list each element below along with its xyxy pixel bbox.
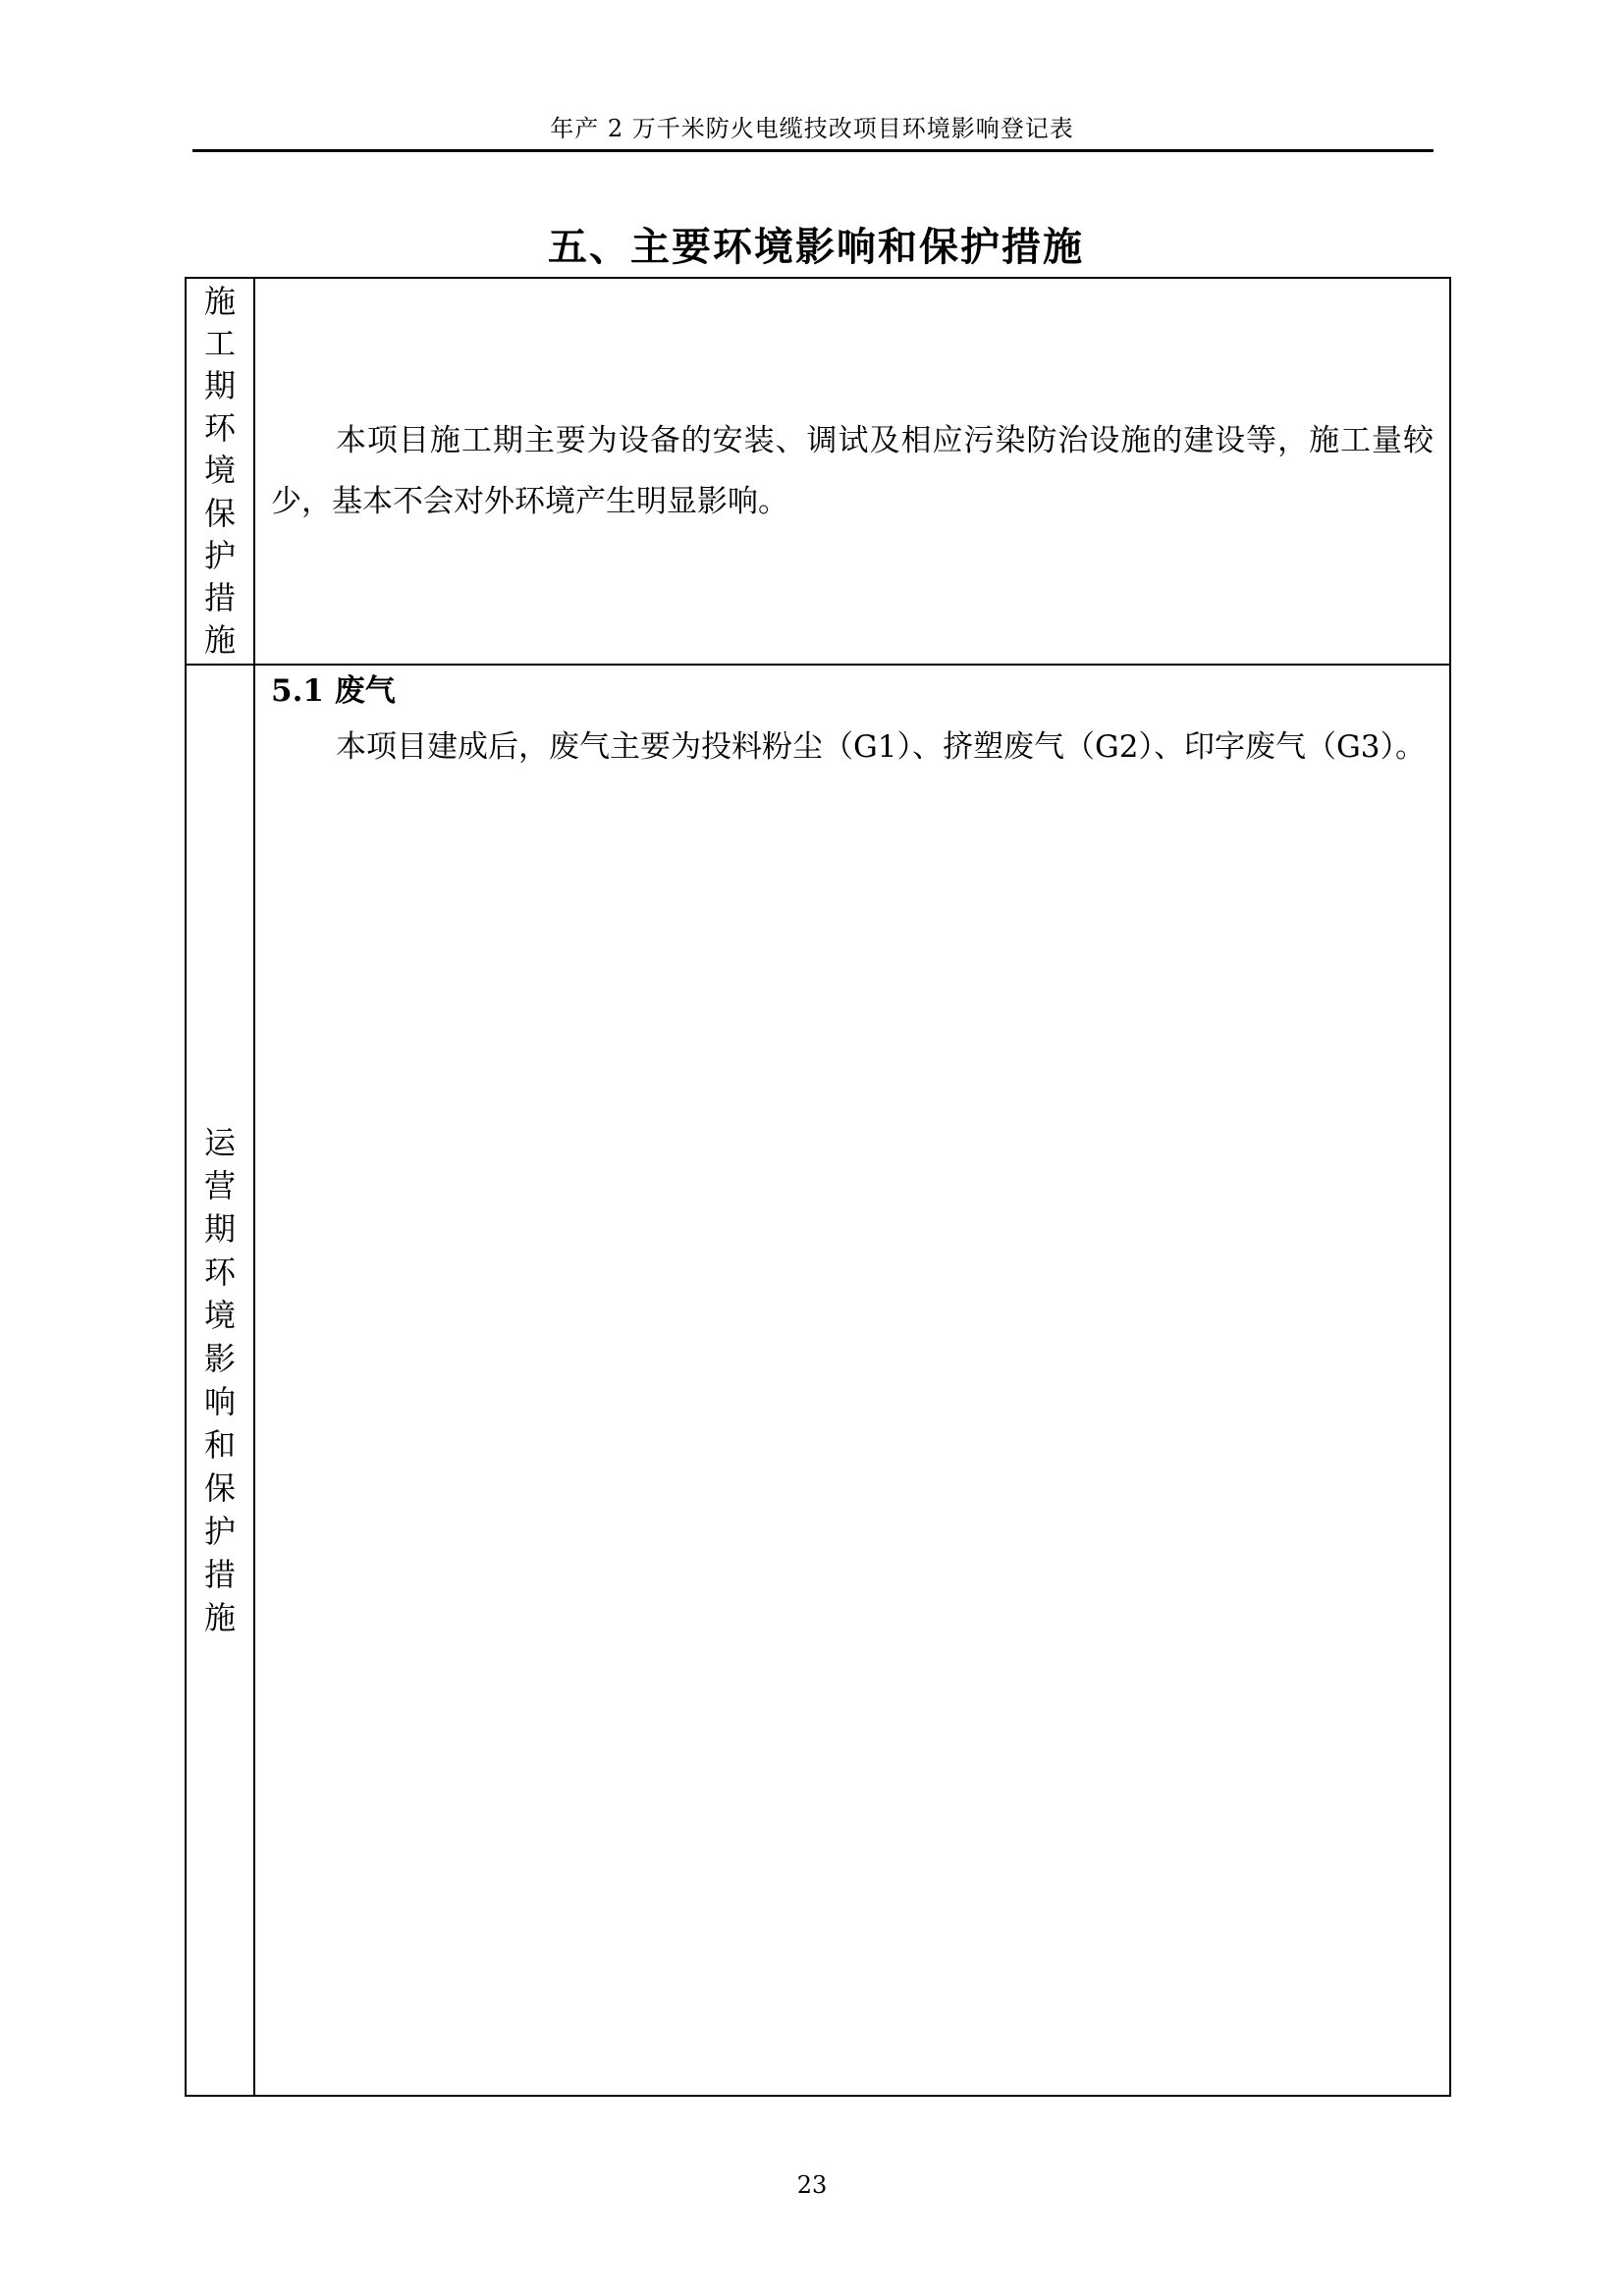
label-char: 境 <box>203 452 236 490</box>
label-char: 施 <box>203 621 236 660</box>
waste-gas-subheading: 5.1 废气 <box>271 673 396 709</box>
running-header: 年产 2 万千米防火电缆技改项目环境影响登记表 <box>550 115 1074 142</box>
label-char: 工 <box>203 324 236 362</box>
construction-label <box>187 279 253 664</box>
operation-label-cell <box>186 665 254 2096</box>
label-char: 营 <box>203 1167 236 1204</box>
label-char: 期 <box>203 1210 236 1248</box>
label-char: 响 <box>203 1383 236 1420</box>
waste-gas-paragraph: 本项目建成后，废气主要为投料粉尘（G1）、挤塑废气（G2）、印字废气（G3）。 <box>336 729 1426 765</box>
label-char: 保 <box>203 494 236 532</box>
label-char: 和 <box>203 1426 236 1464</box>
label-char: 期 <box>203 366 236 404</box>
construction-row <box>186 278 1450 665</box>
operation-label <box>187 666 253 2095</box>
section-title: 五、主要环境影响和保护措施 <box>548 224 1084 270</box>
label-char: 影 <box>203 1340 236 1377</box>
label-char: 措 <box>203 579 236 616</box>
construction-paragraph: 本项目施工期主要为设备的安装、调试及相应污染防治设施的建设等，施工量较少，基本不会对外环境产生明显影响。 <box>271 423 1434 519</box>
label-char: 环 <box>203 1254 236 1291</box>
label-char: 施 <box>203 282 236 320</box>
label-char: 施 <box>203 1599 236 1636</box>
label-char: 护 <box>203 1513 236 1550</box>
page-number: 23 <box>796 2171 828 2199</box>
label-char: 护 <box>203 536 236 574</box>
header-rule <box>192 149 1434 152</box>
label-char: 保 <box>203 1469 236 1507</box>
construction-label-cell <box>186 278 254 665</box>
label-char: 境 <box>203 1297 236 1334</box>
label-char: 措 <box>203 1556 236 1593</box>
measures-table <box>185 277 1451 2097</box>
operation-content-cell <box>254 665 1450 2096</box>
label-char: 环 <box>203 409 236 448</box>
construction-content-cell <box>254 278 1450 665</box>
label-char: 运 <box>203 1124 236 1161</box>
operation-row <box>186 665 1450 2096</box>
